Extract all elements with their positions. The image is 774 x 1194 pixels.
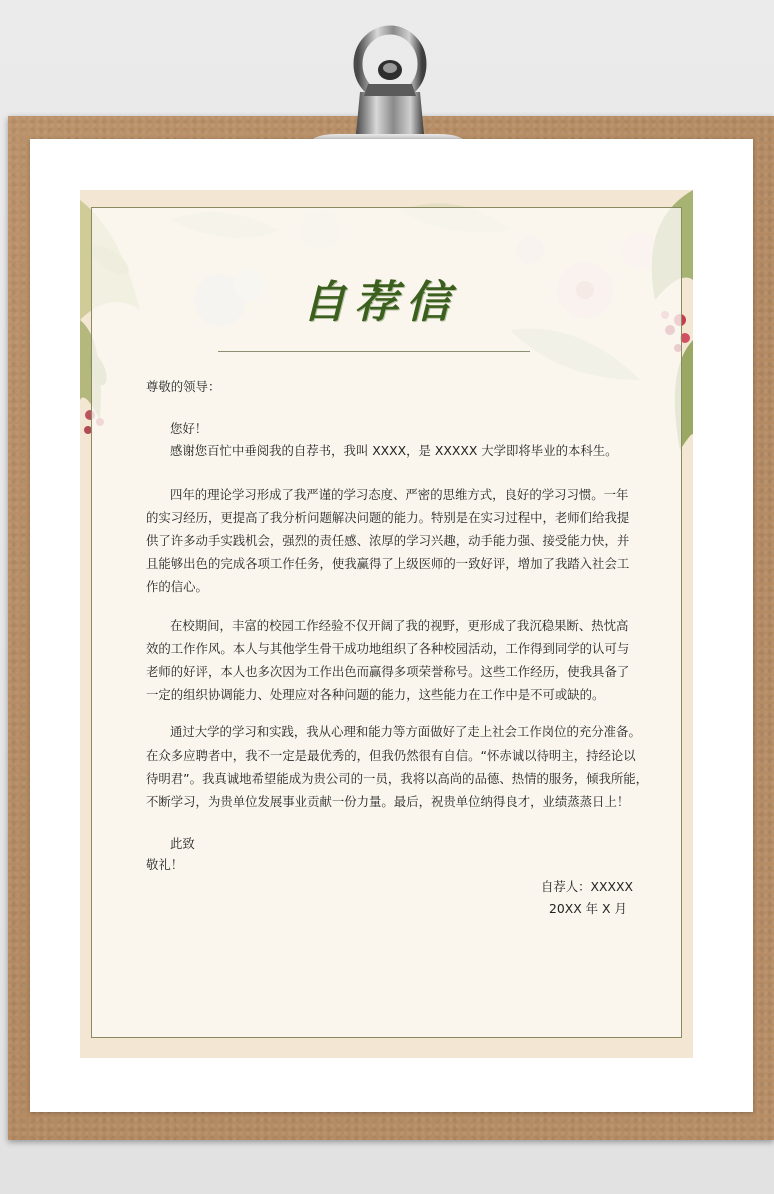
letter-date: 20XX 年 X 月 [549, 901, 627, 916]
paragraph-line: 且能够出色的完成各项工作任务，使我赢得了上级医师的一致好评，增加了我踏入社会工 [146, 556, 630, 571]
letter-title: 自荐信 [302, 277, 458, 328]
greeting: 您好！ [170, 421, 208, 436]
paragraph-line: 在众多应聘者中，我不一定是最优秀的，但我仍然很有自信。“怀赤诚以待明主，持经论以 [146, 748, 636, 763]
closing-line-1: 此致 [170, 836, 195, 851]
paragraph-line: 通过大学的学习和实践，我从心理和能力等方面做好了走上社会工作岗位的充分准备。 [170, 724, 641, 739]
paragraph-line: 供了许多动手实践机会，强烈的责任感、浓厚的学习兴趣，动手能力强、接受能力快，并 [146, 533, 630, 548]
intro-line: 感谢您百忙中垂阅我的自荐书，我叫 XXXX，是 XXXXX 大学即将毕业的本科生。 [170, 443, 618, 458]
closing-line-2: 敬礼！ [146, 857, 184, 872]
paragraph-line: 一定的组织协调能力、处理应对各种问题的能力，这些能力在工作中是不可或缺的。 [146, 687, 605, 702]
signature: 自荐人：XXXXX [541, 879, 634, 894]
paragraph-line: 不断学习，为贵单位发展事业贡献一份力量。最后，祝贵单位纳得良才，业绩蒸蒸日上！ [146, 794, 630, 809]
paragraph-line: 作的信心。 [146, 579, 208, 594]
paragraph-line: 在校期间，丰富的校园工作经验不仅开阔了我的视野，更形成了我沉稳果断、热忱高 [170, 618, 629, 633]
title-divider [218, 351, 530, 352]
paragraph-line: 老师的好评，本人也多次因为工作出色而赢得多项荣誉称号。这些工作经历，使我具备了 [146, 664, 630, 679]
paragraph-line: 四年的理论学习形成了我严谨的学习态度、严密的思维方式，良好的学习习惯。一年 [170, 487, 629, 502]
salutation: 尊敬的领导： [146, 379, 221, 394]
paragraph-line: 的实习经历，更提高了我分析问题解决问题的能力。特别是在实习过程中，老师们给我提 [146, 510, 630, 525]
paragraph-line: 效的工作作风。本人与其他学生骨干成功地组织了各种校园活动，工作得到同学的认可与 [146, 641, 630, 656]
paragraph-line: 待明君”。我真诚地希望能成为贵公司的一员，我将以高尚的品德、热情的服务，倾我所能， [146, 771, 649, 786]
